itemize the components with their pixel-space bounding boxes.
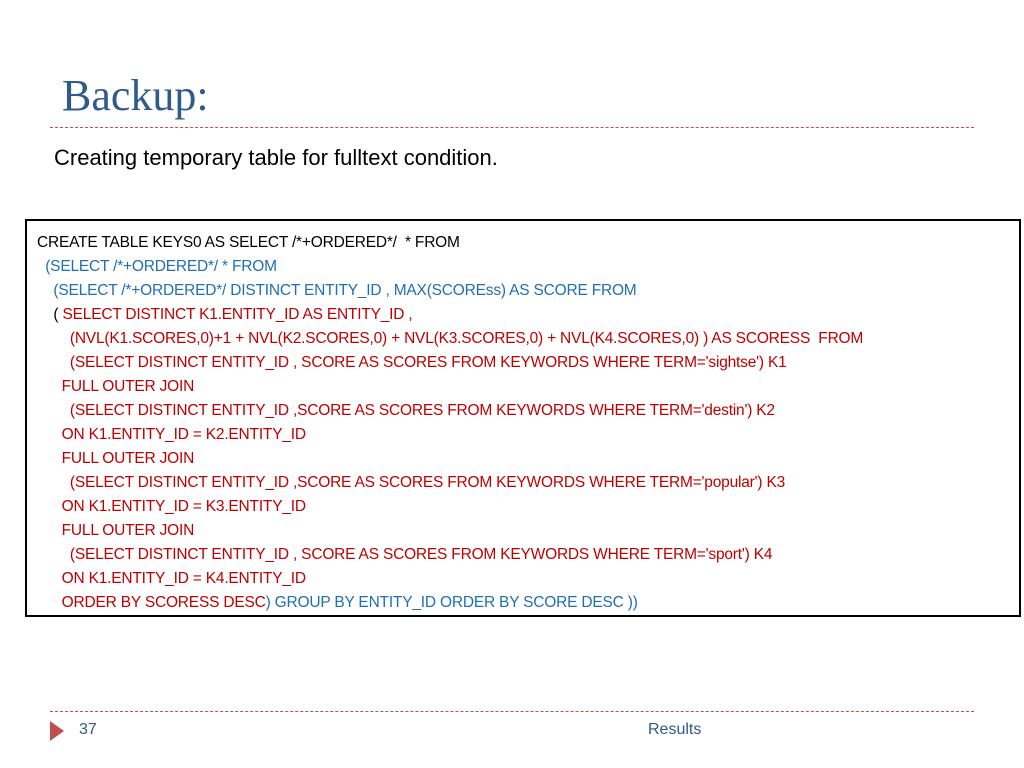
page-number: 37 (79, 721, 97, 738)
triangle-bullet-icon (50, 721, 64, 741)
code-segment: (NVL(K1.SCORES,0)+1 + NVL(K2.SCORES,0) + NVL(K3.SCORES,0) + NVL(K4.SCORES,0) ) AS SCORESS FROM (37, 330, 864, 347)
code-segment: (SELECT /*+ORDERED*/ * FROM (37, 258, 277, 275)
code-line (37, 567, 1019, 591)
code-line (37, 591, 1019, 615)
code-line (37, 471, 1019, 495)
code-segment: (SELECT DISTINCT ENTITY_ID ,SCORE AS SCORES FROM KEYWORDS WHERE TERM='destin') K2 (37, 402, 775, 419)
code-line (37, 447, 1019, 471)
code-segment: FULL OUTER JOIN (37, 450, 195, 467)
sql-code-box (25, 219, 1021, 617)
code-line (37, 375, 1019, 399)
code-line (37, 279, 1019, 303)
code-segment: FULL OUTER JOIN (37, 378, 195, 395)
code-line (37, 495, 1019, 519)
footer-section-label: Results (648, 721, 702, 738)
code-segment: CREATE TABLE KEYS0 AS SELECT /*+ORDERED*/ * FROM (37, 234, 460, 251)
code-segment: ( (37, 306, 63, 323)
code-segment: (SELECT DISTINCT ENTITY_ID ,SCORE AS SCORES FROM KEYWORDS WHERE TERM='popular') K3 (37, 474, 786, 491)
slide-title: Backup: (62, 71, 209, 120)
code-line (37, 519, 1019, 543)
code-segment: ON K1.ENTITY_ID = K2.ENTITY_ID (37, 426, 306, 443)
code-line (37, 543, 1019, 567)
code-segment: (SELECT DISTINCT ENTITY_ID , SCORE AS SCORES FROM KEYWORDS WHERE TERM='sightse') K1 (37, 354, 787, 371)
code-segment: ORDER BY SCORESS DESC (37, 594, 266, 611)
slide-subtitle: Creating temporary table for fulltext condition. (54, 145, 498, 170)
code-line (37, 327, 1019, 351)
code-segment: FULL OUTER JOIN (37, 522, 195, 539)
code-segment: (SELECT DISTINCT ENTITY_ID , SCORE AS SCORES FROM KEYWORDS WHERE TERM='sport') K4 (37, 546, 773, 563)
code-segment: ) GROUP BY ENTITY_ID ORDER BY SCORE DESC )) (265, 594, 638, 611)
footer-divider (50, 711, 974, 712)
title-divider (50, 127, 974, 128)
code-segment: SELECT DISTINCT K1.ENTITY_ID AS ENTITY_ID , (62, 306, 413, 323)
code-line (37, 351, 1019, 375)
code-line (37, 231, 1019, 255)
code-line (37, 423, 1019, 447)
code-segment: ON K1.ENTITY_ID = K3.ENTITY_ID (37, 498, 306, 515)
code-segment: ON K1.ENTITY_ID = K4.ENTITY_ID (37, 570, 306, 587)
code-line (37, 255, 1019, 279)
code-segment: (SELECT /*+ORDERED*/ DISTINCT ENTITY_ID , MAX(SCOREss) AS SCORE FROM (37, 282, 637, 299)
code-line (37, 399, 1019, 423)
code-line (37, 303, 1019, 327)
